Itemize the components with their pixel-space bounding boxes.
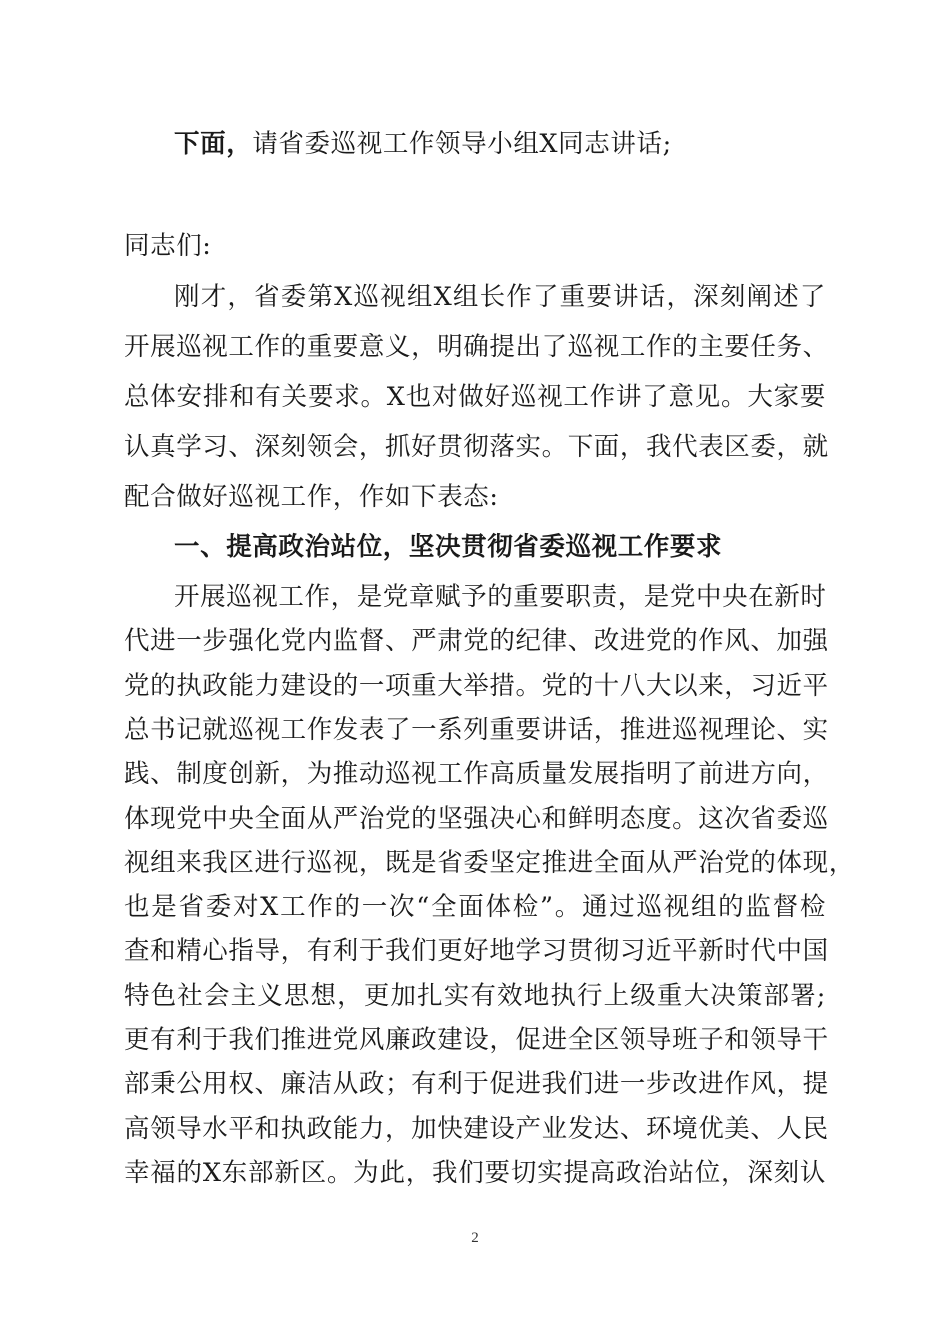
paragraph-line: 总书记就巡视工作发表了一系列重要讲话，推进巡视理论、实 xyxy=(124,714,829,745)
intro-line xyxy=(174,127,826,161)
paragraph-line: 践、制度创新，为推动巡视工作高质量发展指明了前进方向， xyxy=(124,759,829,790)
paragraph-line: 开展巡视工作，是党章赋予的重要职责，是党中央在新时 xyxy=(174,582,827,612)
paragraph-line: 更有利于我们推进党风廉政建设，促进全区领导班子和领导干 xyxy=(124,1025,829,1055)
paragraph-line: 部秉公用权、廉洁从政；有利于促进我们进一步改进作风，提 xyxy=(124,1069,829,1100)
paragraph-line: 查和精心指导，有利于我们更好地学习贯彻习近平新时代中国 xyxy=(124,936,829,967)
paragraph-line: 总体安排和有关要求。X也对做好巡视工作讲了意见。大家要 xyxy=(124,382,826,412)
paragraph-line: 党的执政能力建设的一项重大举措。党的十八大以来，习近平 xyxy=(124,670,829,701)
paragraph-line: 体现党中央全面从严治党的坚强决心和鲜明态度。这次省委巡 xyxy=(124,803,829,834)
page-number: 2 xyxy=(471,1230,479,1246)
paragraph-line: 开展巡视工作的重要意义，明确提出了巡视工作的主要任务、 xyxy=(124,332,829,362)
paragraph-line: 幸福的X东部新区。为此，我们要切实提高政治站位，深刻认 xyxy=(124,1157,826,1188)
intro-text: 请省委巡视工作领导小组X同志讲话; xyxy=(252,129,672,159)
salutation: 同志们: xyxy=(124,231,212,261)
paragraph-line: 配合做好巡视工作，作如下表态: xyxy=(124,482,499,512)
intro-lead: 下面， xyxy=(174,129,253,159)
paragraph-line: 认真学习、深刻领会，抓好贯彻落实。下面，我代表区委，就 xyxy=(124,432,829,462)
paragraph-line: 代进一步强化党内监督、严肃党的纪律、改进党的作风、加强 xyxy=(124,626,829,657)
section-heading: 一、提高政治站位，坚决贯彻省委巡视工作要求 xyxy=(174,532,723,562)
paragraph-line: 视组来我区进行巡视，既是省委坚定推进全面从严治党的体现， xyxy=(124,847,855,878)
paragraph-line: 高领导水平和执政能力，加快建设产业发达、环境优美、人民 xyxy=(124,1113,829,1144)
paragraph-line: 也是省委对X工作的一次“全面体检”。通过巡视组的监督检 xyxy=(124,892,826,923)
paragraph-line: 特色社会主义思想，更加扎实有效地执行上级重大决策部署; xyxy=(124,980,826,1011)
paragraph-line: 刚才，省委第X巡视组X组长作了重要讲话，深刻阐述了 xyxy=(174,282,826,312)
